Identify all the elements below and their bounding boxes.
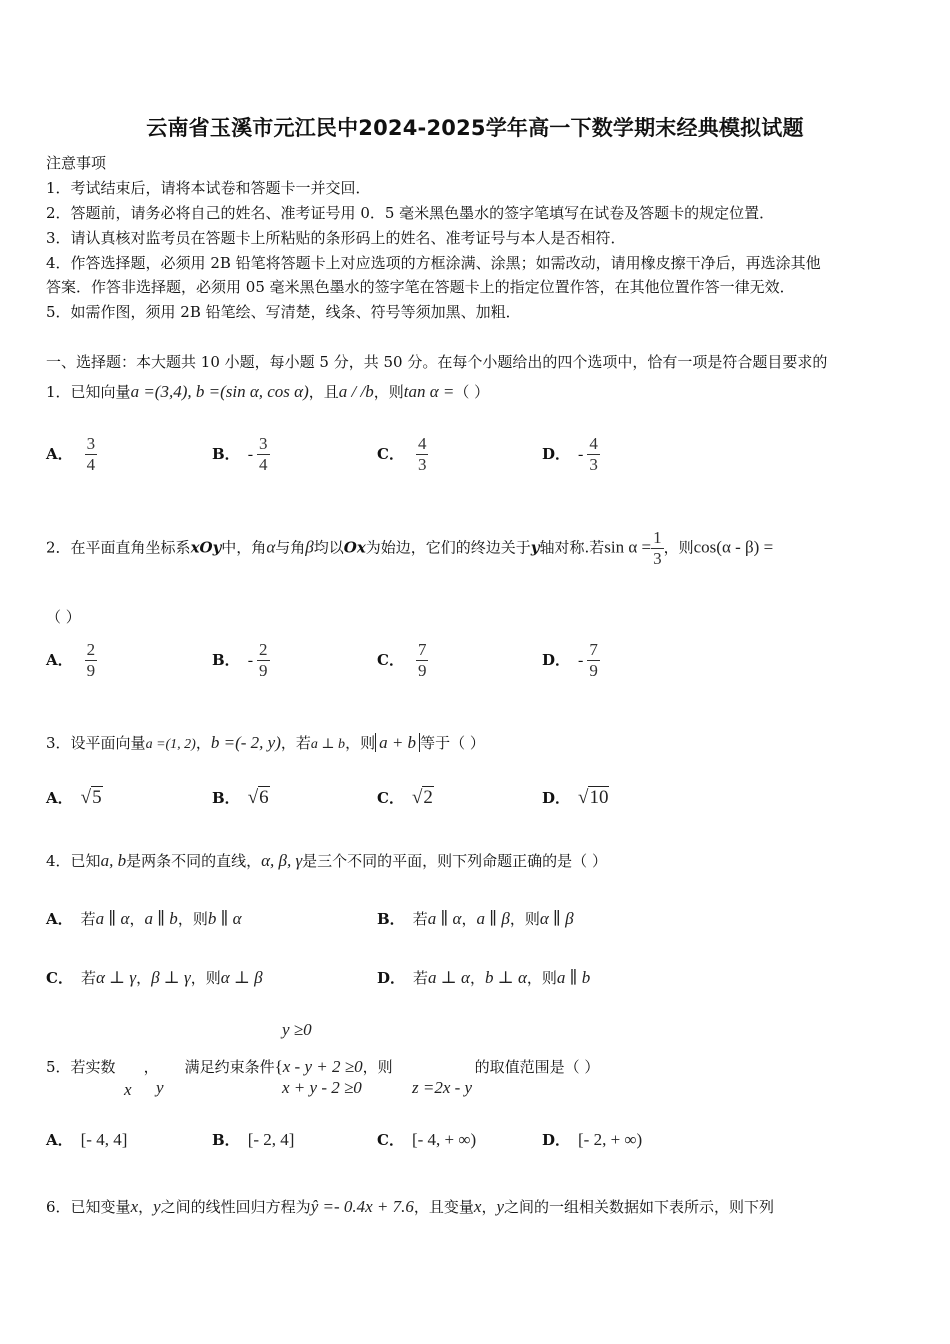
q4-text: 是三个不同的平面，则下列命题正确的是（ ） — [302, 852, 607, 870]
sqrt-icon: √2 — [411, 787, 433, 808]
sqrt-icon: √10 — [578, 787, 609, 808]
var-x: x — [124, 1080, 132, 1099]
constraint-math: y ≥0 — [282, 1020, 312, 1039]
fraction-numerator: 4 — [589, 434, 598, 453]
q5-text: ，则 — [362, 1058, 393, 1076]
q4-option-c[interactable] — [46, 967, 263, 988]
q2-text: 均以 — [313, 538, 344, 557]
q6-equation: ŷ =- 0.4x + 7.6 — [310, 1197, 414, 1216]
q4-number: 4． — [46, 852, 71, 870]
option-sign: - — [247, 445, 254, 463]
notice-item-4: 4．作答选择题，必须用 2B 铅笔将答题卡上对应选项的方框涂满、涂黑；如需改动，请用橡皮擦干净后，再选涂其他 — [46, 254, 821, 272]
q2-xoy: xOy — [190, 538, 222, 557]
q4-text: 是两条不同的直线， — [126, 852, 262, 870]
q3-number: 3． — [46, 734, 71, 752]
fraction-numerator: 4 — [417, 434, 427, 453]
option-math: [- 4, + ∞) — [411, 1130, 477, 1149]
q6-text: 已知变量 — [70, 1198, 131, 1216]
q1-number: 1． — [46, 383, 71, 401]
objective-math: z =2x - y — [412, 1078, 473, 1097]
q6-text: 之间的线性回归方程为 — [160, 1198, 311, 1216]
q5-text: ， — [143, 1058, 159, 1076]
q5-constraint-1 — [282, 1020, 312, 1040]
q3-text: 等于（ ） — [420, 734, 485, 752]
q2-option-a[interactable] — [46, 640, 97, 681]
q2-option-d[interactable] — [542, 640, 600, 681]
question-4 — [46, 850, 607, 871]
option-label: A． — [46, 910, 73, 928]
option-label: B． — [377, 910, 405, 928]
q3-vector-a: a =(1, 2) — [145, 737, 196, 752]
option-label: A． — [46, 444, 73, 463]
q6-text: ， — [138, 1198, 154, 1216]
q5-text: 满足约束条件 — [184, 1058, 275, 1076]
q1-text-2: ，且 — [308, 383, 339, 401]
fraction-numerator: 7 — [589, 640, 598, 659]
radicand: 5 — [92, 787, 102, 808]
q3-text: ， — [195, 734, 211, 752]
option-label: D． — [542, 650, 571, 669]
q1-text-4: （ ） — [454, 383, 490, 401]
notice-item-2: 2．答题前，请务必将自己的姓名、准考证号用 0．5 毫米黑色墨水的签字笔填写在试卷及答题卡的规定位置． — [46, 204, 775, 222]
option-text: ，则 — [526, 969, 557, 987]
fraction-denominator: 4 — [86, 455, 96, 474]
q5-number: 5． — [46, 1058, 71, 1076]
notice-item-3: 3．请认真核对监考员在答题卡上所粘贴的条形码上的姓名、准考证号与本人是否相符． — [46, 229, 626, 247]
option-label: B． — [212, 444, 240, 463]
q4-option-b[interactable] — [377, 908, 574, 929]
q4-option-a[interactable] — [46, 908, 242, 929]
q6-var-y: y — [496, 1197, 505, 1216]
fraction-denominator: 3 — [589, 455, 598, 474]
var-y: y — [156, 1078, 164, 1097]
notice-item-4-cont: 答案．作答非选择题，必须用 05 毫米黑色墨水的签字笔在答题卡上的指定位置作答，在其他位置作答一律无效． — [46, 278, 795, 296]
option-math: [- 2, 4] — [247, 1130, 295, 1149]
q2-text: 在平面直角坐标系 — [70, 538, 191, 557]
q1-text-3: ，则 — [373, 383, 404, 401]
option-math: b ∥ α — [207, 909, 242, 928]
fraction-denominator: 3 — [417, 455, 427, 474]
option-label: C． — [377, 789, 404, 807]
q2-text: ，则 — [663, 538, 694, 557]
sqrt-icon: √6 — [247, 787, 269, 808]
q5-text: 若实数 — [70, 1058, 116, 1076]
option-text: 若 — [413, 969, 429, 987]
q2-sin-fraction — [651, 528, 664, 569]
option-label: B． — [212, 650, 240, 669]
q3-option-b[interactable] — [212, 787, 270, 809]
q6-text: 之间的一组相关数据如下表所示，则下列 — [504, 1198, 775, 1216]
q5-option-a[interactable] — [46, 1129, 127, 1150]
page-title: 云南省玉溪市元江民中2024-2025学年高一下数学期末经典模拟试题 — [146, 116, 804, 140]
option-text: 若 — [80, 969, 96, 987]
section-heading: 一、选择题：本大题共 10 小题，每小题 5 分，共 50 分。在每个小题给出的四个选项中，恰有一项是符合题目要求的 — [46, 353, 828, 371]
q4-option-d[interactable] — [377, 967, 590, 988]
q1-option-b[interactable] — [212, 434, 270, 475]
option-fraction — [416, 434, 429, 475]
q3-text: ，若 — [280, 734, 311, 752]
q2-ox: Ox — [343, 538, 366, 557]
q2-beta: β — [305, 537, 314, 557]
option-text: ， — [136, 969, 152, 987]
option-math: α ∥ β — [539, 909, 574, 928]
fraction-numerator: 2 — [86, 640, 96, 659]
q2-number: 2． — [46, 538, 71, 557]
q3-perp: a ⊥ b — [310, 737, 346, 752]
q5-option-b[interactable] — [212, 1129, 294, 1150]
fraction-numerator: 1 — [653, 528, 662, 547]
q5-option-d[interactable] — [542, 1129, 642, 1150]
q5-objective — [412, 1078, 472, 1098]
option-label: C． — [377, 444, 404, 463]
option-fraction — [257, 640, 270, 681]
sqrt-icon: √5 — [80, 787, 102, 808]
q2-option-c[interactable] — [377, 640, 428, 681]
radicand: 2 — [423, 787, 433, 808]
q2-text: 与角 — [275, 538, 306, 557]
question-1 — [46, 381, 489, 402]
option-label: C． — [377, 650, 404, 669]
option-fraction — [85, 434, 98, 475]
q1-option-c[interactable] — [377, 434, 428, 475]
q2-alpha: α — [266, 537, 276, 557]
q2-option-b[interactable] — [212, 640, 270, 681]
fraction-denominator: 4 — [259, 455, 268, 474]
q1-option-a[interactable] — [46, 434, 97, 475]
option-math: a ∥ b — [144, 909, 178, 928]
q3-option-c[interactable] — [377, 787, 434, 809]
q3-option-d[interactable] — [542, 787, 609, 809]
q3-text: ，则 — [345, 734, 376, 752]
fraction-denominator: 9 — [86, 661, 96, 680]
q1-text-1: 已知向量 — [70, 383, 131, 401]
option-label: C． — [46, 969, 73, 987]
q6-var-x: x — [473, 1197, 482, 1216]
q2-paren: （ ） — [46, 608, 81, 626]
option-label: A． — [46, 1131, 73, 1149]
option-label: D． — [377, 969, 406, 987]
fraction-numerator: 3 — [259, 434, 268, 453]
option-fraction — [416, 640, 429, 681]
option-math: β ⊥ γ — [151, 968, 191, 987]
q6-var-y: y — [153, 1197, 161, 1216]
radicand: 10 — [589, 787, 609, 808]
option-math: a ∥ b — [556, 968, 591, 987]
q6-text: ，且变量 — [413, 1198, 474, 1216]
q4-lines: a, b — [100, 851, 127, 870]
option-math: α ⊥ γ — [95, 968, 137, 987]
option-label: B． — [212, 789, 240, 807]
q2-text: 轴对称.若 — [539, 538, 605, 557]
q2-cos: cos(α - β) = — [693, 537, 774, 557]
option-math: a ∥ α — [95, 909, 130, 928]
option-text: ， — [469, 969, 485, 987]
q6-text: ， — [481, 1198, 497, 1216]
option-label: A． — [46, 789, 73, 807]
fraction-denominator: 9 — [589, 661, 598, 680]
q6-number: 6． — [46, 1198, 71, 1216]
fraction-numerator: 3 — [86, 434, 96, 453]
option-label: D． — [542, 444, 571, 463]
option-text: ，则 — [190, 969, 221, 987]
option-text: ，则 — [509, 910, 540, 928]
q3-vector-b: b =(- 2, y) — [210, 733, 281, 752]
option-math: b ⊥ α — [484, 968, 527, 987]
option-sign: - — [578, 445, 584, 463]
option-label: B． — [212, 1131, 240, 1149]
option-text: 若 — [412, 910, 428, 928]
fraction-denominator: 9 — [259, 661, 268, 680]
question-5 — [46, 1056, 599, 1077]
q1-option-d[interactable] — [542, 434, 600, 475]
option-fraction — [587, 434, 600, 475]
notice-heading: 注意事项 — [46, 154, 107, 172]
question-3 — [46, 732, 485, 753]
option-fraction — [85, 640, 98, 681]
option-math: a ∥ α — [427, 909, 462, 928]
option-text: ， — [129, 910, 145, 928]
q2-sin: sin α = — [604, 537, 652, 557]
question-2 — [46, 528, 773, 569]
radicand: 6 — [259, 787, 269, 808]
option-text: 若 — [80, 910, 96, 928]
q3-text: 设平面向量 — [70, 734, 146, 752]
option-label: D． — [542, 789, 571, 807]
option-fraction — [257, 434, 270, 475]
option-label: D． — [542, 1131, 571, 1149]
fraction-numerator: 2 — [259, 640, 268, 659]
q3-abs: a + b — [375, 733, 420, 752]
q5-brace: { — [274, 1057, 283, 1076]
q5-var-y — [156, 1078, 164, 1098]
notice-item-1: 1．考试结束后，请将本试卷和答题卡一并交回． — [46, 179, 371, 197]
fraction-denominator: 9 — [417, 661, 427, 680]
option-sign: - — [578, 651, 584, 669]
q5-option-c[interactable] — [377, 1129, 476, 1150]
q4-text: 已知 — [70, 852, 101, 870]
q5-var-x — [124, 1080, 132, 1100]
option-text: ，则 — [177, 910, 208, 928]
q3-option-a[interactable] — [46, 787, 103, 809]
q6-var-x: x — [130, 1197, 139, 1216]
q2-text: 中，角 — [221, 538, 267, 557]
option-math: [- 4, 4] — [80, 1130, 128, 1149]
option-math: [- 2, + ∞) — [578, 1130, 643, 1149]
q2-text: 为始边，它们的终边关于 — [365, 538, 531, 557]
option-label: A． — [46, 650, 73, 669]
option-math: a ⊥ α — [428, 968, 470, 987]
option-label: C． — [377, 1131, 404, 1149]
q5-constraint-3 — [282, 1078, 362, 1098]
q5-constraint-2: x - y + 2 ≥0 — [282, 1057, 363, 1076]
q1-math-parallel: a / /b — [338, 382, 374, 401]
question-6 — [46, 1196, 774, 1217]
option-text: ， — [461, 910, 477, 928]
q1-math-tan: tan α = — [403, 382, 455, 401]
option-fraction — [587, 640, 600, 681]
fraction-denominator: 3 — [653, 549, 662, 568]
q1-math-vectors: a =(3,4), b =(sin α, cos α) — [130, 382, 309, 401]
option-math: α ⊥ β — [220, 968, 263, 987]
option-math: a ∥ β — [476, 909, 510, 928]
fraction-numerator: 7 — [417, 640, 427, 659]
q2-y: y — [530, 538, 540, 557]
q5-text: 的取值范围是（ ） — [474, 1058, 600, 1076]
constraint-math: x + y - 2 ≥0 — [282, 1078, 362, 1097]
notice-item-5: 5．如需作图，须用 2B 铅笔绘、写清楚，线条、符号等须加黑、加粗． — [46, 303, 521, 321]
q4-planes: α, β, γ — [261, 851, 303, 870]
option-sign: - — [247, 651, 254, 669]
